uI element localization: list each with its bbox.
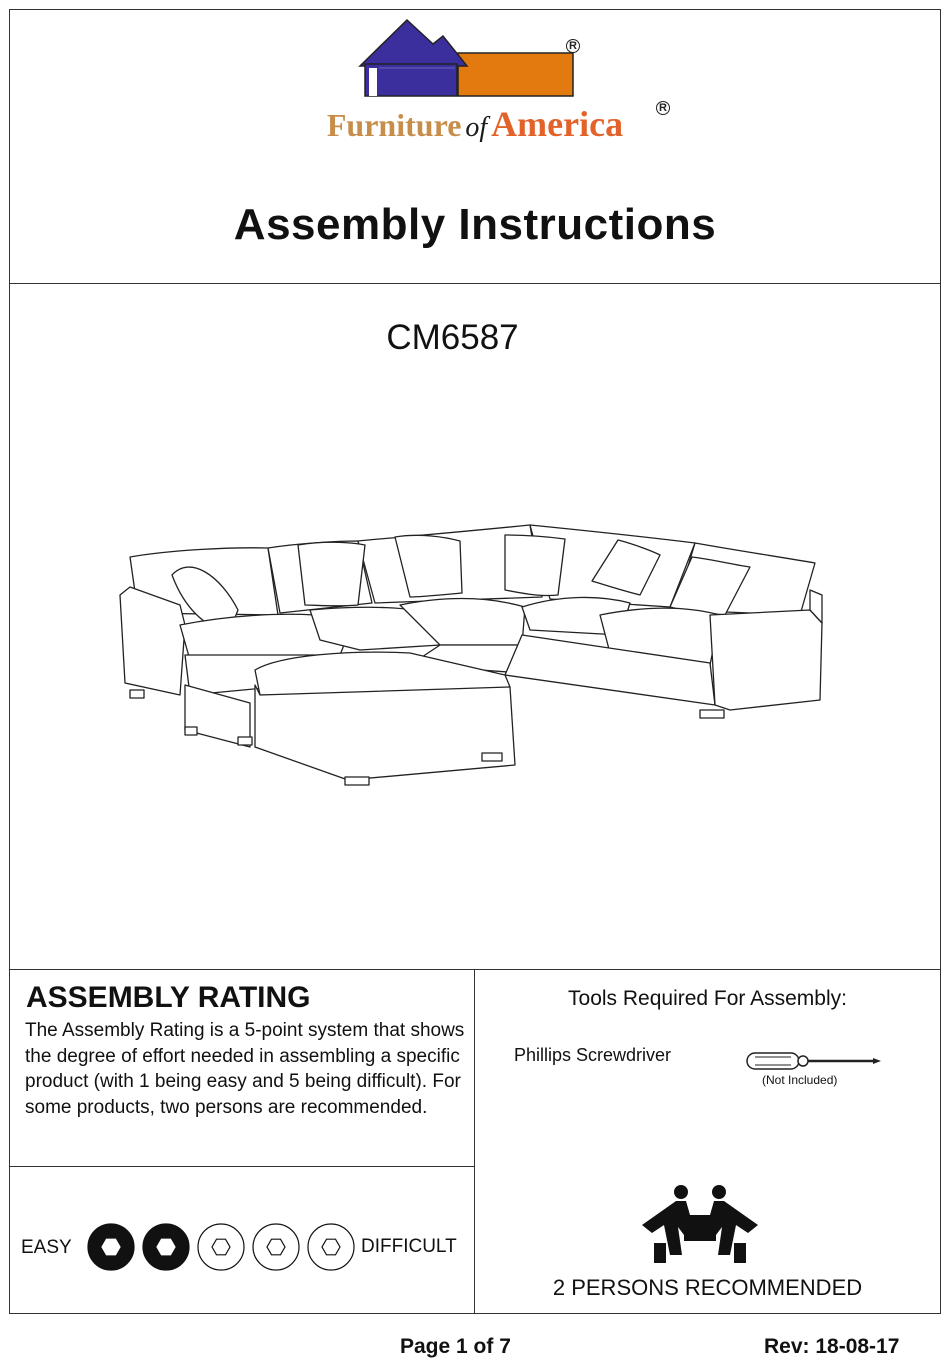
brand-logo bbox=[355, 16, 585, 102]
product-model: CM6587 bbox=[386, 318, 519, 357]
rating-level-empty bbox=[253, 1224, 299, 1270]
revision: Rev: 18-08-17 bbox=[764, 1335, 900, 1358]
rating-level-empty bbox=[198, 1224, 244, 1270]
brand-word-america: America bbox=[491, 104, 624, 144]
brand-word-of: of bbox=[465, 112, 488, 143]
registered-mark-2: R bbox=[656, 101, 670, 115]
assembly-rating-description: The Assembly Rating is a 5-point system that shows the degree of effort needed in assembling a specific product (with 1 being easy and 5 being difficult). For some products, two persons are recommended. bbox=[25, 1020, 465, 1118]
rating-hex-icons bbox=[85, 1221, 360, 1273]
tools-title: Tools Required For Assembly: bbox=[568, 987, 847, 1010]
tool-note: (Not Included) bbox=[762, 1073, 838, 1087]
document-title: Assembly Instructions bbox=[233, 200, 717, 249]
brand-wordmark bbox=[0, 103, 950, 145]
assembly-rating-title: ASSEMBLY RATING bbox=[26, 981, 311, 1014]
two-persons-icon bbox=[640, 1185, 760, 1267]
screwdriver-icon bbox=[745, 1050, 885, 1072]
rating-scale bbox=[85, 1221, 360, 1273]
rating-level-empty bbox=[308, 1224, 354, 1270]
hex-bolt-icon bbox=[102, 1239, 120, 1255]
sectional-sofa-illustration bbox=[110, 515, 830, 795]
registered-mark: R bbox=[566, 39, 580, 53]
difficult-label: DIFFICULT bbox=[361, 1236, 457, 1257]
easy-label: EASY bbox=[21, 1237, 72, 1258]
persons-recommended: 2 PERSONS RECOMMENDED bbox=[552, 1275, 863, 1300]
page-number: Page 1 of 7 bbox=[400, 1335, 511, 1358]
brand-word-furniture: Furniture bbox=[326, 107, 462, 143]
hex-bolt-icon bbox=[157, 1239, 175, 1255]
tool-name: Phillips Screwdriver bbox=[514, 1045, 672, 1065]
